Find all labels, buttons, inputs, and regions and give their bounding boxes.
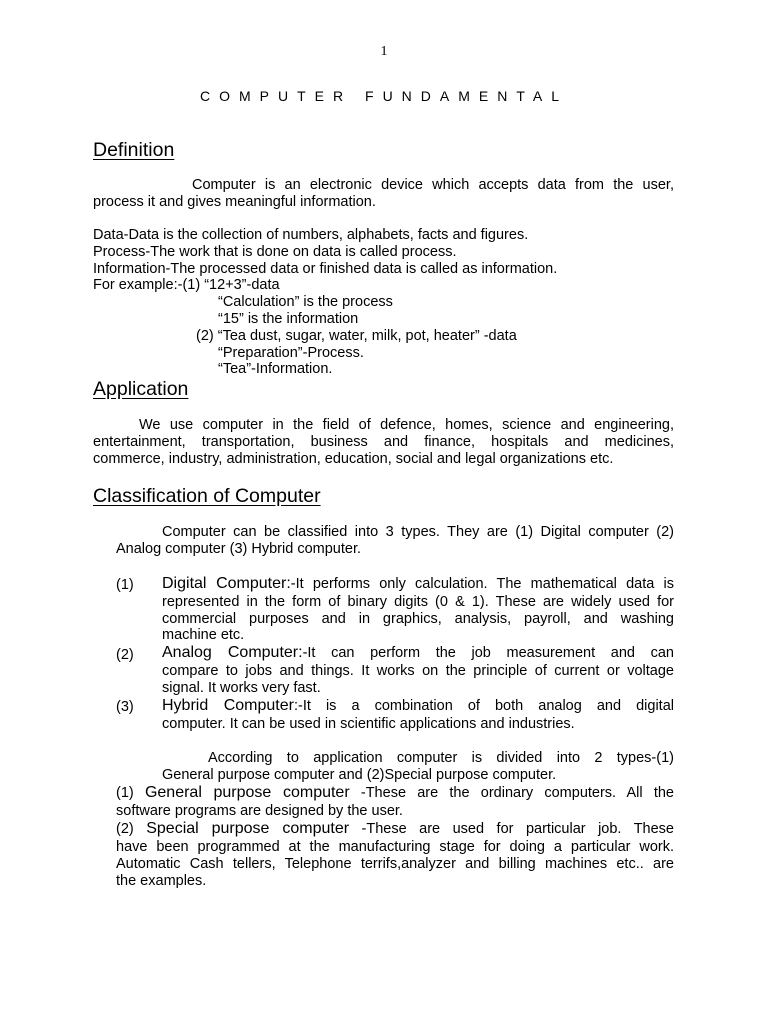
definition-line-data: Data-Data is the collection of numbers, alphabets, facts and figures.: [93, 227, 529, 243]
item-number-3: (3): [116, 699, 134, 715]
application-para-line2: entertainment, transportation, business and finance, hospitals and medicines,: [93, 434, 674, 450]
item-analog-first-line: [162, 644, 674, 662]
item-digital-line2: represented in the form of binary digits (0 & 1). These are widely used for: [162, 594, 674, 610]
definition-line-example: For example:-(1) “12+3”-data: [93, 277, 280, 293]
special-purpose-number: (2): [116, 821, 134, 837]
definition-line-information: Information-The processed data or finished data is called as information.: [93, 261, 558, 277]
item-digital-first-line: [162, 575, 674, 593]
example2-line1: (2) “Tea dust, sugar, water, milk, pot, heater” -data: [196, 328, 517, 344]
special-purpose-first-line: [116, 820, 674, 838]
example2-line3: “Tea”-Information.: [218, 361, 333, 377]
document-title: COMPUTER FUNDAMENTAL: [200, 88, 568, 104]
general-purpose-line2: software programs are designed by the user.: [116, 803, 403, 819]
special-purpose-line3: Automatic Cash tellers, Telephone terrifs,analyzer and billing machines etc.. are: [116, 856, 674, 872]
general-purpose-number: (1): [116, 785, 134, 801]
example1-line1: “Calculation” is the process: [218, 294, 393, 310]
item-number-1: (1): [116, 577, 134, 593]
item-digital-term: Digital Computer:: [162, 575, 291, 592]
item-hybrid-term: Hybrid Computer: [162, 697, 294, 714]
classification-intro-line1: Computer can be classified into 3 types. They are (1) Digital computer (2): [162, 524, 674, 540]
general-purpose-first: -These are the ordinary computers. All the: [360, 785, 674, 801]
item-analog-first: -It can perform the job measurement and can: [302, 645, 674, 661]
application-para-line3: commerce, industry, administration, education, social and legal organizations etc.: [93, 451, 614, 467]
application-types-line2: General purpose computer and (2)Special purpose computer.: [162, 767, 557, 783]
item-analog-term: Analog Computer:: [162, 644, 303, 661]
application-heading: Application: [93, 378, 189, 400]
special-purpose-line4: the examples.: [116, 873, 207, 889]
application-types-line1: According to application computer is divided into 2 types-(1): [208, 750, 674, 766]
definition-para-line2: process it and gives meaningful information.: [93, 194, 376, 210]
item-number-2: (2): [116, 647, 134, 663]
special-purpose-first: -These are used for particular job. These: [361, 821, 674, 837]
special-purpose-term: Special purpose computer: [146, 820, 350, 837]
item-digital-line4: machine etc.: [162, 627, 245, 643]
definition-line-process: Process-The work that is done on data is called process.: [93, 244, 457, 260]
definition-heading: Definition: [93, 139, 175, 161]
item-analog-line2: compare to jobs and things. It works on the principle of current or voltage: [162, 663, 674, 679]
item-digital-line3: commercial purposes and in graphics, analysis, payroll, and washing: [162, 611, 674, 627]
item-hybrid-line2: computer. It can be used in scientific applications and industries.: [162, 716, 575, 732]
example2-line2: “Preparation”-Process.: [218, 345, 364, 361]
general-purpose-first-line: [116, 784, 674, 802]
page-number: 1: [380, 44, 388, 59]
classification-heading: Classification of Computer: [93, 485, 321, 507]
item-analog-line3: signal. It works very fast.: [162, 680, 321, 696]
item-hybrid-first-line: [162, 697, 674, 715]
classification-intro-line2: Analog computer (3) Hybrid computer.: [116, 541, 361, 557]
application-para-line1: We use computer in the field of defence, homes, science and engineering,: [139, 417, 674, 433]
general-purpose-term: General purpose computer: [144, 784, 350, 801]
item-hybrid-first: :-It is a combination of both analog and digital: [293, 698, 674, 714]
example1-line2: “15” is the information: [218, 311, 359, 327]
definition-para-line1: Computer is an electronic device which accepts data from the user,: [192, 177, 674, 193]
item-digital-first: -It performs only calculation. The mathematical data is: [290, 576, 674, 592]
special-purpose-line2: have been programmed at the manufacturing stage for doing a particular work.: [116, 839, 674, 855]
